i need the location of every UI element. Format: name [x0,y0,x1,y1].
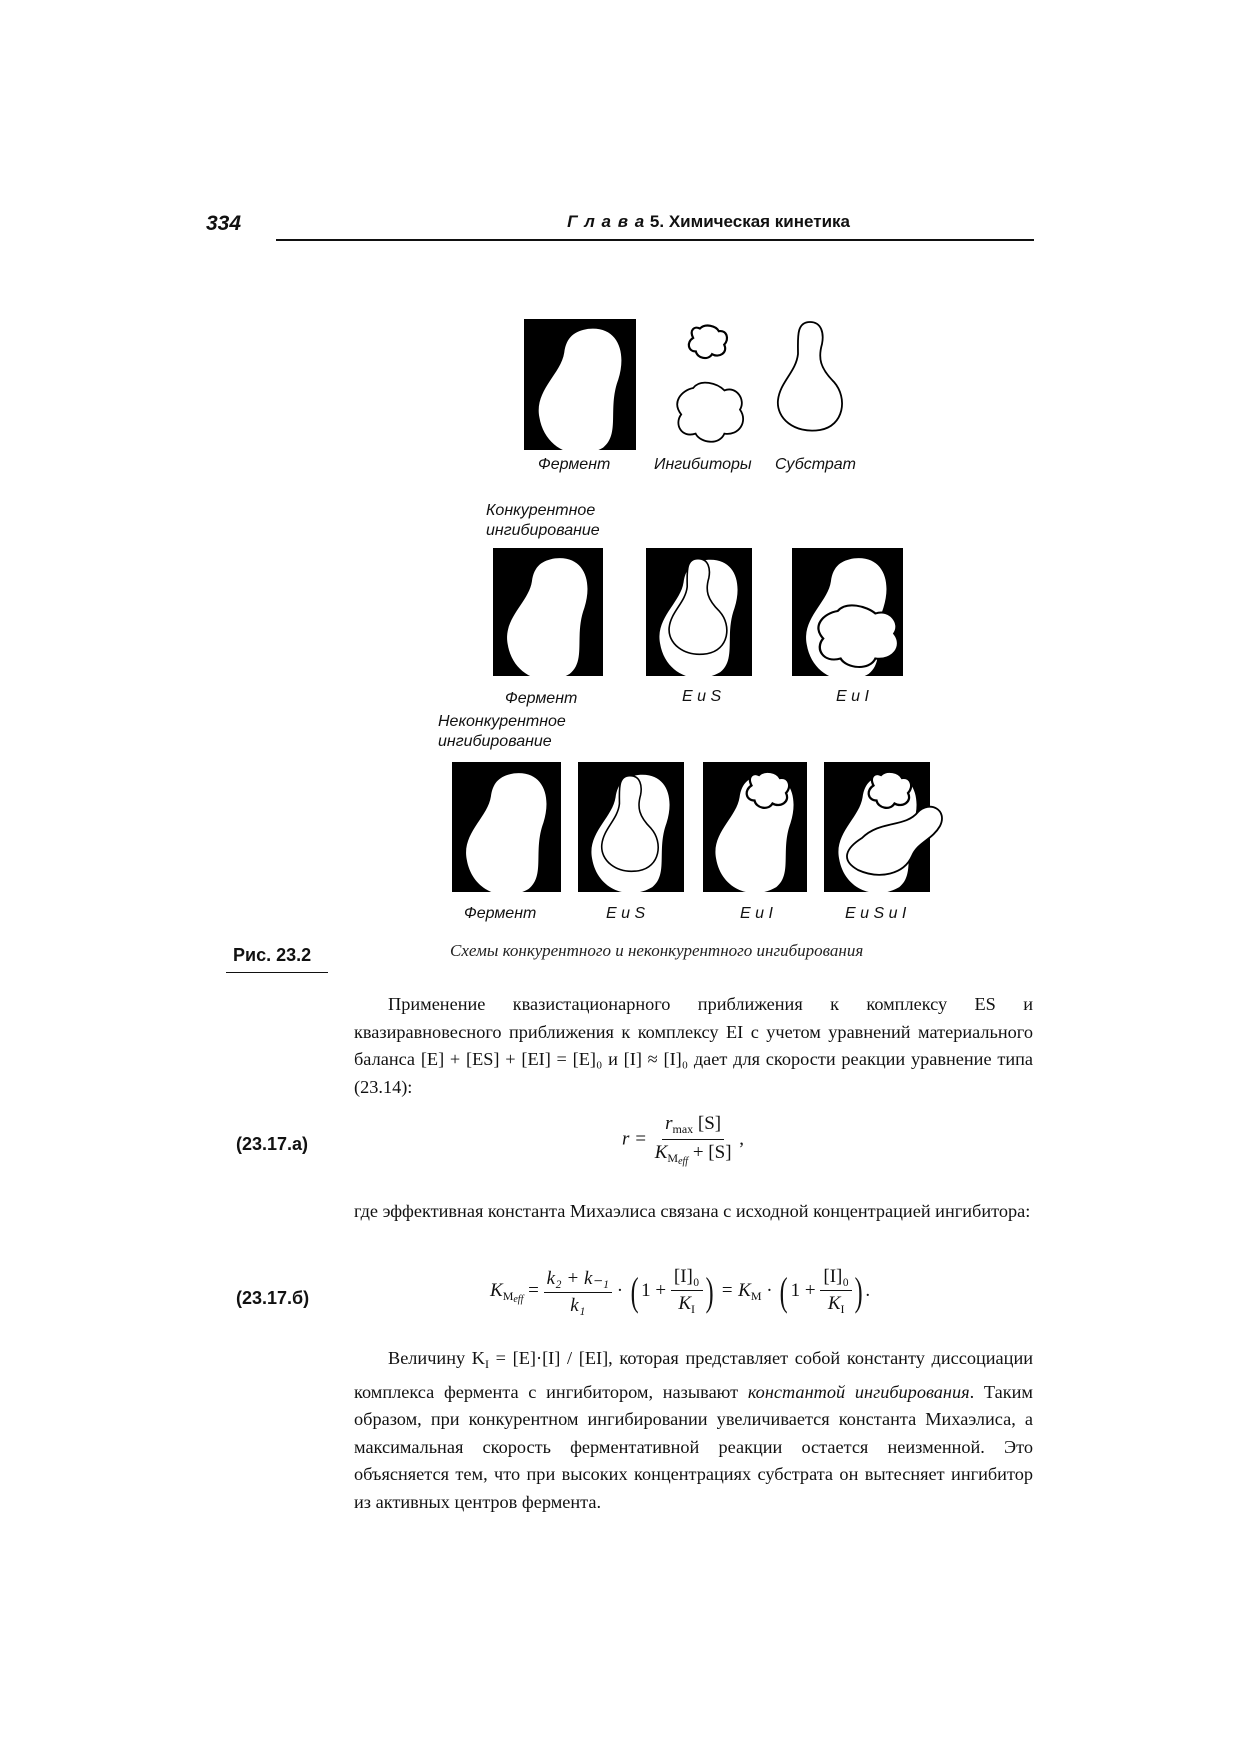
noncompetitive-title [438,712,566,752]
eq-b-inhib-k-2: K [827,1293,841,1314]
noncompetitive-es-shape [578,762,684,893]
competitive-ei-shape [792,548,903,680]
eq-b-paren-close-2: ) [854,1268,863,1314]
eq-a-max: max [672,1122,694,1136]
noncompetitive-label-enzyme: Фермент [464,905,537,922]
paragraph-1 [354,991,1033,1101]
eq-b-inhib-num: [I]₀ [671,1266,703,1291]
noncompetitive-label-ei: E и I [740,905,773,922]
figure-caption: Схемы конкурентного и неконкурентного ингибирования [450,941,864,960]
equation-number-b: (23.17.б) [236,1288,310,1308]
eq-b-one-plus: 1 + [641,1279,667,1301]
equation-b [490,1266,870,1317]
eq-a-numerator [662,1113,724,1140]
term-inhibition-constant: константой ингибирования [747,1381,970,1402]
paragraph-2: где эффективная константа Михаэлиса связана с исходной концентрацией ингибитора: [354,1201,1031,1221]
top-label-substrate: Субстрат [775,456,856,473]
noncompetitive-enzyme-shape [452,762,561,895]
figure-label: Рис. 23.2 [233,945,312,965]
competitive-title [486,501,600,541]
top-label-enzyme: Фермент [538,456,611,473]
noncompetitive-title-line1: Неконкурентное [438,713,566,730]
competitive-label-ei: E и I [836,688,869,705]
noncompetitive-label-esi: E и S и I [845,905,907,922]
competitive-title-line1: Конкурентное [486,502,596,519]
eq-b-equals-km: = K [720,1279,751,1301]
eq-a-k: K [654,1142,668,1163]
figure-label-rule [226,972,328,973]
eq-a-fraction [652,1113,735,1167]
noncompetitive-title-line2: ингибирование [438,733,552,750]
enzyme-shape [524,319,636,454]
eq-a-r: r [665,1113,673,1134]
paragraph-3 [354,1345,1033,1516]
competitive-enzyme-shape [493,548,603,680]
eq-b-inhib-i-2: I [840,1302,845,1316]
eq-b-dot: · [616,1279,624,1301]
eq-a-plus-s: + [S] [688,1142,732,1163]
page-number: 334 [206,212,242,235]
eq-b-equals: = [528,1279,539,1301]
eq-b-one-plus-2: 1 + [790,1279,816,1301]
eq-b-eff: eff [513,1293,524,1305]
eq-b-inhib-i: I [691,1302,696,1316]
noncompetitive-label-es: E и S [606,905,646,922]
equation-number-a: (23.17.а) [236,1134,309,1154]
eq-b-km-sub: M [750,1288,762,1303]
competitive-es-shape [646,548,752,678]
eq-a-lhs: r = [622,1128,647,1150]
noncompetitive-esi-shape [824,762,942,893]
substrate-shape [778,322,842,431]
top-label-inhibitors: Ингибиторы [654,456,752,473]
eq-a-comma: , [739,1128,745,1150]
chapter-title: 5. Химическая кинетика [649,212,850,231]
paragraph-3-start: Величину K [388,1348,485,1368]
competitive-label-es: E и S [682,688,722,705]
eq-b-rate-num: k₂ + k₋₁ [544,1267,612,1293]
eq-a-s: [S] [697,1113,722,1134]
eq-b-dot-2: · [766,1279,773,1301]
eq-b-m: M [502,1288,514,1303]
competitive-title-line2: ингибирование [486,522,600,539]
chapter-word: Г л а в а [567,212,646,231]
paragraph-1-text: Применение квазистационарного приближения к комплексу ES и квазиравновесного приближения к комплексу EI с учетом уравнений материального баланса [E] + [ES] + [EI] = [E]₀ и [I] ≈ [I]₀ дает для скорости реакции уравнение типа (23.14): [354,994,1033,1097]
eq-b-paren-close: ) [705,1268,714,1314]
paragraph-3-mid: = [E]·[I] / [EI], которая представляет собой константу диссоциации комплекса фермента с ингибитором, называют [354,1348,1034,1402]
paragraph-3-end: . Таким образом, при конкурентном ингибировании увеличивается константа Михаэлиса, а максимальная скорость ферментативной реакции остается неизменной. Это объясняется тем, что при высоких концентрациях субстрата он вытесняет ингибитор из активных центров фермента. [354,1381,1033,1512]
eq-b-period: . [865,1279,871,1301]
eq-b-rate-den: k₁ [570,1294,586,1316]
eq-b-inhib-num-2: [I]₀ [820,1266,852,1291]
eq-b-inhib-fraction [671,1266,703,1317]
eq-b-k: K [490,1279,503,1301]
inhibitor-shapes [677,326,743,442]
eq-b-inhib-k: K [678,1293,692,1314]
eq-b-rate-fraction [544,1267,612,1317]
eq-a-eff: eff [678,1156,689,1167]
eq-b-paren-open: ( [630,1268,639,1314]
eq-a-m: M [667,1151,679,1165]
competitive-label-enzyme: Фермент [505,690,578,707]
eq-b-paren-open-2: ( [779,1268,788,1314]
paragraph-3-sub: I [485,1357,489,1371]
equation-a [622,1113,744,1167]
noncompetitive-ei-shape [703,762,807,893]
eq-a-denominator [652,1140,735,1167]
eq-b-inhib-fraction-2 [820,1266,852,1317]
